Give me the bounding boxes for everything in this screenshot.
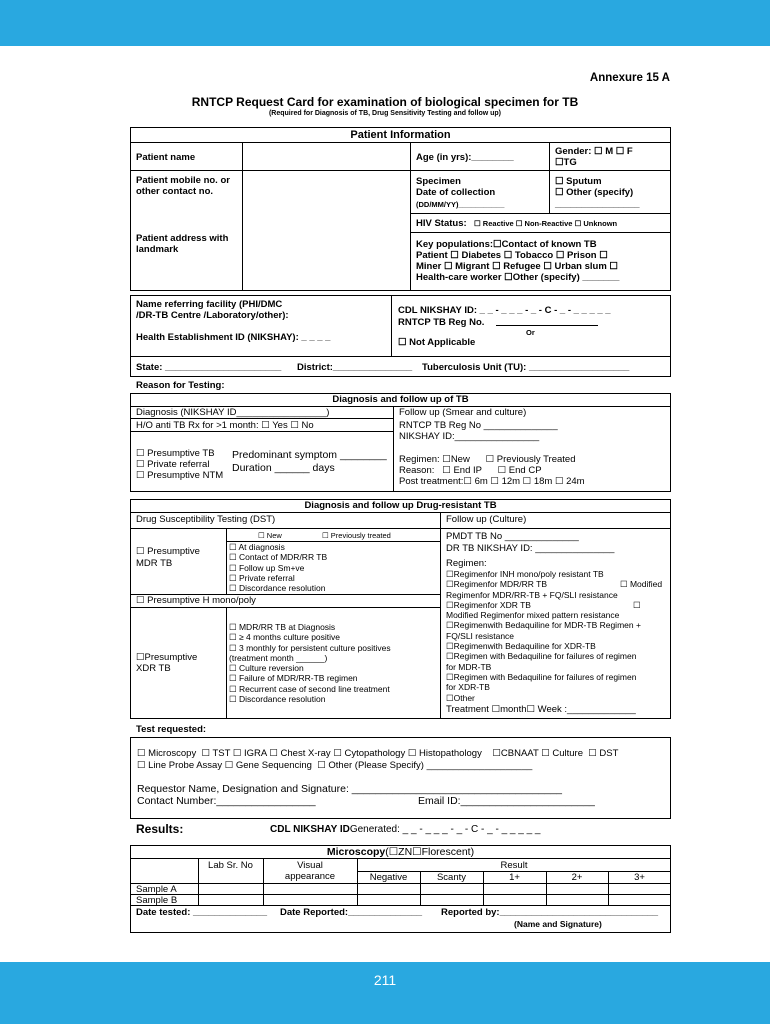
xdr-reason-item[interactable]: ☐ MDR/RR TB at Diagnosis	[229, 622, 336, 632]
annexure-label: Annexure 15 A	[589, 72, 670, 84]
predominant-symptom-field[interactable]: Predominant symptom ________	[232, 449, 387, 461]
patient-name-label: Patient name	[136, 152, 196, 163]
contact-number-field[interactable]: Contact Number:_________________	[137, 795, 316, 807]
dr-nikshay-id-field[interactable]: DR TB NIKSHAY ID: _______________	[446, 543, 615, 554]
sample-b-label: Sample B	[136, 895, 178, 906]
regimen-item: FQ/SLI resistance	[446, 630, 515, 641]
pmdt-tb-no-field[interactable]: PMDT TB No ______________	[446, 531, 579, 542]
lab-sr-no-header: Lab Sr. No	[208, 860, 253, 871]
followup-culture-label: Follow up (Culture)	[446, 514, 527, 525]
xdr-reason-item[interactable]: (treatment month ______)	[229, 652, 328, 663]
sputum-checkbox[interactable]: ☐ Sputum	[555, 176, 602, 187]
microscopy-title: Microscopy	[326, 846, 386, 858]
page-subtitle: (Required for Diagnosis of TB, Drug Sensitivity Testing and follow up)	[268, 110, 502, 117]
regimen-item[interactable]: ☐Regimenfor MDR/RR TB	[446, 579, 547, 590]
modified-checkbox[interactable]: ☐ Modified	[620, 579, 663, 589]
mdr-reason-item[interactable]: ☐ At diagnosis	[229, 542, 285, 552]
mdr-reason-item[interactable]: ☐ Discordance resolution	[229, 583, 326, 594]
cdl-nikshay-id[interactable]: CDL NIKSHAY ID: _ _ - _ _ _ - _ - C - _ - _ _ _ _ _	[398, 305, 611, 316]
post-treatment-options[interactable]: Post treatment:☐ 6m ☐ 12m ☐ 18m ☐ 24m	[399, 476, 585, 487]
other-specimen-field[interactable]: ________________	[555, 199, 640, 210]
col-2plus: 2+	[571, 872, 583, 883]
regimen-item[interactable]: ☐Regimenwith Bedaquiline for MDR-TB Regimen +	[446, 620, 641, 631]
mobile-label-2: other contact no.	[136, 186, 214, 197]
patient-info-header: Patient Information	[350, 129, 451, 141]
name-signature-label: (Name and Signature)	[514, 919, 602, 929]
regimen-item[interactable]: ☐Regimenfor INH mono/poly resistant TB	[446, 569, 604, 579]
page-number: 211	[373, 972, 397, 988]
results-cdl-id[interactable]	[270, 824, 541, 835]
mdr-reason-item[interactable]: ☐ Private referral	[229, 572, 295, 583]
xdr-reason-item[interactable]: ☐ Failure of MDR/RR-TB regimen	[229, 673, 358, 684]
date-tested-field[interactable]: Date tested: ______________	[136, 907, 267, 918]
ho-anti-tb[interactable]: H/O anti TB Rx for >1 month: ☐ Yes ☐ No	[136, 420, 314, 431]
private-referral-checkbox[interactable]: ☐ Private referral	[136, 459, 210, 470]
col-negative: Negative	[369, 872, 408, 883]
presumptive-h-checkbox[interactable]: ☐ Presumptive H mono/poly	[136, 595, 256, 606]
gender-tg[interactable]: ☐TG	[555, 157, 577, 168]
dr-regimen-list	[446, 569, 641, 703]
presumptive-ntm-checkbox[interactable]: ☐ Presumptive NTM	[136, 470, 224, 481]
other-specimen-checkbox[interactable]: ☐ Other (specify)	[555, 187, 634, 198]
address-label-2: landmark	[136, 244, 179, 255]
requestor-field[interactable]: Requestor Name, Designation and Signature: ____________________________________	[137, 783, 563, 795]
test-requested-label: Test requested:	[136, 724, 207, 735]
nikshay-id-field[interactable]: NIKSHAY ID:________________	[399, 431, 540, 442]
presumptive-xdr-label: XDR TB	[136, 663, 171, 674]
new-checkbox[interactable]: ☐ New	[258, 531, 282, 540]
col-scanty: Scanty	[436, 872, 467, 883]
presumptive-mdr-label: MDR TB	[136, 558, 173, 569]
age-field[interactable]: Age (in yrs):________	[416, 152, 514, 163]
xdr-reason-item[interactable]: ☐ Culture reversion	[229, 663, 304, 674]
key-populations-line-4[interactable]: Health-care worker ☐Other (specify) _______	[416, 272, 620, 283]
gender-options[interactable]: Gender: ☐ M ☐ F	[555, 146, 633, 157]
tests-line-2[interactable]: ☐ Line Probe Assay ☐ Gene Sequencing ☐ Other (Please Specify) ____________________	[137, 760, 533, 771]
xdr-reason-item[interactable]: ☐ 3 monthly for persistent culture positives	[229, 642, 391, 653]
referring-facility-label-1: Name referring facility (PHI/DMC	[136, 299, 283, 310]
xdr-reason-item[interactable]: ☐ Recurrent case of second line treatment	[229, 683, 390, 694]
regimen-item[interactable]: ☐Regimenfor XDR TB	[446, 599, 531, 610]
date-collection-field[interactable]: (DD/MM/YY)___________	[416, 200, 505, 209]
duration-field[interactable]: Duration ______ days	[232, 462, 335, 474]
mobile-field[interactable]	[244, 172, 408, 212]
drug-resistant-header: Diagnosis and follow up Drug-resistant TB	[304, 500, 497, 511]
mdr-reason-item[interactable]: ☐ Contact of MDR/RR TB	[229, 552, 328, 563]
treatment-duration-field[interactable]: Treatment ☐month☐ Week :_____________	[446, 704, 636, 715]
hiv-status-label: HIV Status:	[416, 218, 467, 229]
col-1plus: 1+	[509, 872, 520, 883]
visual-header-1: Visual	[297, 860, 323, 871]
or-label: Or	[526, 328, 535, 337]
patient-name-field[interactable]	[244, 144, 408, 168]
regimen-item[interactable]: Modified Regimenfor mixed pattern resistance	[446, 610, 620, 621]
reason-options[interactable]: Reason: ☐ End IP ☐ End CP	[399, 465, 542, 476]
mdr-reason-item[interactable]: ☐ Follow up Sm+ve	[229, 562, 305, 573]
regimen-item[interactable]: ☐Regimen with Bedaquiline for failures of regimen	[446, 651, 637, 662]
email-field[interactable]: Email ID:_______________________	[418, 795, 595, 807]
tests-line-1[interactable]: ☐ Microscopy ☐ TST ☐ IGRA ☐ Chest X-ray ☐ Cytopathology ☐ Histopathology ☐CBNAAT ☐ Culture ☐ DST	[137, 748, 619, 759]
presumptive-mdr-checkbox[interactable]: ☐ Presumptive	[136, 546, 200, 557]
reported-by-field[interactable]: Reported by:______________________________	[441, 907, 659, 918]
regimen-options[interactable]: Regimen: ☐New ☐ Previously Treated	[399, 454, 576, 465]
rntcp-reg-no-field[interactable]: RNTCP TB Reg No ______________	[399, 420, 558, 431]
top-color-band	[0, 0, 770, 46]
diagnosis-header: Diagnosis and follow up of TB	[332, 394, 469, 405]
dst-label: Drug Susceptibility Testing (DST)	[136, 514, 276, 525]
visual-header-2: appearance	[284, 871, 336, 882]
microscopy-options[interactable]: (☐ZN☐Florescent)	[385, 846, 475, 858]
cdl-id-generated[interactable]: Generated: _ _ - _ _ _ - _ - C - _ - _ _ _ _ _	[349, 824, 541, 835]
diagnosis-nikshay-id[interactable]: Diagnosis (NIKSHAY ID_________________)	[136, 407, 330, 418]
regimen-item[interactable]: ☐Regimenwith Bedaquiline for XDR-TB	[446, 641, 596, 652]
xdr-reasons-list	[229, 622, 391, 704]
regimen-item: for XDR-TB	[446, 682, 490, 693]
rntcp-reg-label: RNTCP TB Reg No.	[398, 317, 485, 328]
key-populations-line-3[interactable]: Miner ☐ Migrant ☐ Refugee ☐ Urban slum ☐	[416, 261, 618, 272]
address-label-1: Patient address with	[136, 233, 229, 244]
health-establishment-id[interactable]: Health Establishment ID (NIKSHAY): _ _ _ _	[136, 332, 331, 343]
result-header: Result	[500, 860, 528, 871]
state-field[interactable]: State: ______________________	[136, 362, 282, 373]
regimen-item[interactable]: ☐Regimen with Bedaquiline for failures of regimen	[446, 671, 637, 682]
microscopy-header	[130, 846, 671, 858]
cdl-id-label: CDL NIKSHAY ID	[270, 824, 350, 835]
specimen-label: Specimen	[416, 176, 461, 187]
regimen-item: for MDR-TB	[446, 661, 492, 672]
presumptive-xdr-checkbox[interactable]: ☐Presumptive	[136, 652, 198, 663]
dr-regimen-label: Regimen:	[446, 558, 487, 569]
address-field[interactable]	[244, 215, 408, 289]
page-title: RNTCP Request Card for examination of biological specimen for TB	[191, 95, 579, 109]
date-collection-label: Date of collection	[416, 187, 496, 198]
not-applicable-checkbox[interactable]: ☐ Not Applicable	[398, 337, 476, 348]
key-populations-line-2[interactable]: Patient ☐ Diabetes ☐ Tobacco ☐ Prison ☐	[416, 250, 608, 261]
sample-a-label: Sample A	[136, 884, 177, 895]
results-label: Results:	[136, 822, 184, 836]
district-field[interactable]: District:_______________	[297, 362, 413, 373]
modified-regimen-checkbox[interactable]: ☐	[633, 600, 641, 610]
xdr-reason-item[interactable]: ☐ Discordance resolution	[229, 694, 326, 705]
regimen-item[interactable]: ☐Other	[446, 692, 475, 703]
date-reported-field[interactable]: Date Reported:______________	[280, 907, 423, 918]
referring-facility-label-2[interactable]: /DR-TB Centre /Laboratory/other):	[136, 310, 289, 321]
reason-for-testing-label: Reason for Testing:	[136, 380, 225, 391]
xdr-reason-item[interactable]: ☐ ≥ 4 months culture positive	[229, 632, 341, 643]
mdr-reasons-list	[229, 542, 327, 593]
followup-smear-label: Follow up (Smear and culture)	[399, 407, 527, 418]
hiv-status-options[interactable]: ☐ Reactive ☐ Non-Reactive ☐ Unknown	[474, 219, 618, 228]
tu-field[interactable]: Tuberculosis Unit (TU): ___________________	[422, 362, 630, 373]
prev-treated-checkbox[interactable]: ☐ Previously treated	[322, 531, 391, 540]
col-3plus: 3+	[634, 872, 645, 883]
presumptive-tb-checkbox[interactable]: ☐ Presumptive TB	[136, 448, 215, 459]
mobile-label-1: Patient mobile no. or	[136, 175, 230, 186]
regimen-item[interactable]: Regimenfor MDR/RR-TB + FQ/SLI resistance	[446, 589, 618, 600]
key-populations-line-1[interactable]: Key populations:☐Contact of known TB	[416, 239, 597, 250]
